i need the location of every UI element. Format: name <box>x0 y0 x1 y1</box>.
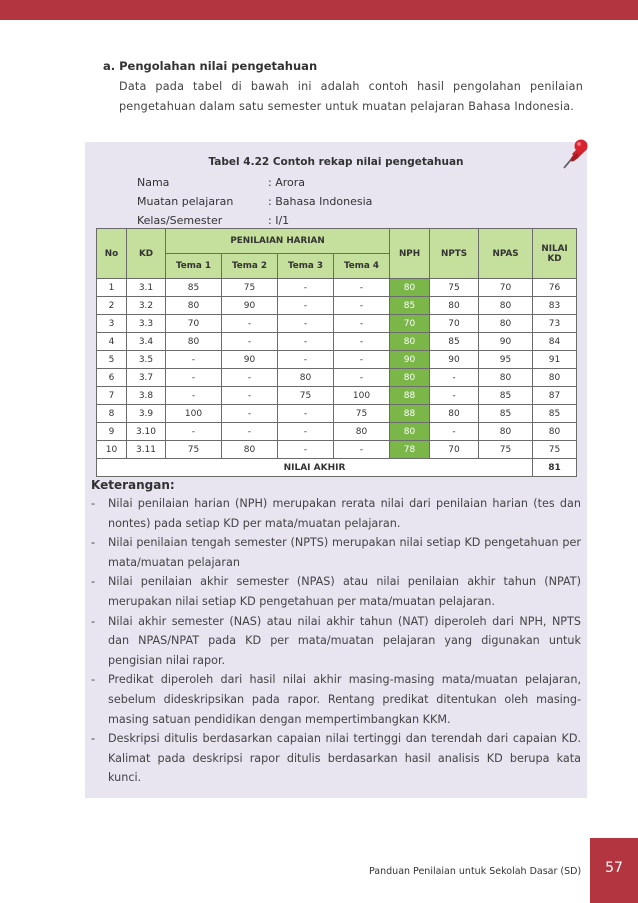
table-cell: 78 <box>390 441 430 459</box>
table-cell: 90 <box>390 351 430 369</box>
table-cell: 3 <box>97 315 127 333</box>
table-row <box>97 423 577 441</box>
table-cell: 70 <box>430 315 479 333</box>
table-cell: 8 <box>97 405 127 423</box>
table-cell: 3.10 <box>127 423 166 441</box>
table-cell: - <box>222 387 278 405</box>
table-cell: 80 <box>533 369 577 387</box>
header-tema-1: Tema 1 <box>166 254 222 279</box>
table-cell: - <box>334 315 390 333</box>
table-cell: 80 <box>390 279 430 297</box>
table-cell: - <box>222 423 278 441</box>
table-cell: - <box>334 351 390 369</box>
table-cell: 85 <box>390 297 430 315</box>
table-cell: 80 <box>390 369 430 387</box>
keterangan-text: Nilai akhir semester (NAS) atau nilai akhir tahun (NAT) diperoleh dari NPH, NPTS dan NPAS/NPAT pada KD per mata/muatan pelajaran yang digunakan untuk pengisian nilai rapor. <box>108 614 581 667</box>
table-row <box>97 297 577 315</box>
table-cell: 70 <box>390 315 430 333</box>
table-cell: 75 <box>222 279 278 297</box>
header-npas: NPAS <box>479 229 533 279</box>
table-cell: 80 <box>166 333 222 351</box>
table-cell: 84 <box>533 333 577 351</box>
header-nph: NPH <box>390 229 430 279</box>
table-cell: - <box>278 279 334 297</box>
table-cell: 80 <box>390 333 430 351</box>
keterangan-item <box>91 494 581 533</box>
table-cell: - <box>334 441 390 459</box>
table-cell: - <box>278 423 334 441</box>
keterangan-item <box>91 612 581 671</box>
table-cell: - <box>166 351 222 369</box>
bullet-dash: - <box>91 732 96 746</box>
table-cell: 75 <box>278 387 334 405</box>
table-cell: 80 <box>533 423 577 441</box>
top-banner <box>0 0 638 20</box>
table-cell: 95 <box>479 351 533 369</box>
table-cell: 75 <box>479 441 533 459</box>
header-kd: KD <box>127 229 166 279</box>
table-cell: - <box>166 369 222 387</box>
section-heading: a. Pengolahan nilai pengetahuan <box>103 59 318 73</box>
table-cell: 80 <box>430 297 479 315</box>
table-cell: 3.9 <box>127 405 166 423</box>
table-cell: - <box>430 423 479 441</box>
table-row <box>97 279 577 297</box>
header-tema-2: Tema 2 <box>222 254 278 279</box>
table-cell: 80 <box>430 405 479 423</box>
table-cell: - <box>430 387 479 405</box>
table-cell: 3.4 <box>127 333 166 351</box>
table-cell: 80 <box>390 423 430 441</box>
table-cell: 70 <box>430 441 479 459</box>
table-cell: 87 <box>533 387 577 405</box>
table-cell: 3.3 <box>127 315 166 333</box>
table-cell: 4 <box>97 333 127 351</box>
table-cell: - <box>278 315 334 333</box>
table-cell: - <box>334 297 390 315</box>
meta-value: : Bahasa Indonesia <box>268 195 373 208</box>
header-penilaian-harian: PENILAIAN HARIAN <box>166 229 390 254</box>
keterangan-item <box>91 670 581 729</box>
table-cell: 75 <box>334 405 390 423</box>
table-row <box>97 351 577 369</box>
table-cell: 9 <box>97 423 127 441</box>
header-nilai-kd: NILAI KD <box>533 229 577 279</box>
table-row <box>97 405 577 423</box>
meta-key: Nama <box>137 176 170 189</box>
table-cell: 76 <box>533 279 577 297</box>
table-cell: - <box>278 405 334 423</box>
section-pengolahan <box>103 59 583 117</box>
table-cell: 85 <box>479 405 533 423</box>
table-cell: 88 <box>390 405 430 423</box>
table-cell: 90 <box>430 351 479 369</box>
meta-key: Muatan pelajaran <box>137 195 234 208</box>
table-cell: 80 <box>479 297 533 315</box>
header-npts: NPTS <box>430 229 479 279</box>
bullet-dash: - <box>91 614 96 628</box>
table-row <box>97 387 577 405</box>
table-cell: 3.8 <box>127 387 166 405</box>
table-cell: - <box>430 369 479 387</box>
keterangan <box>91 478 581 788</box>
table-cell: 100 <box>166 405 222 423</box>
meta-muatan <box>137 195 372 208</box>
table-cell: - <box>278 351 334 369</box>
table-cell: 80 <box>278 369 334 387</box>
table-cell: - <box>222 315 278 333</box>
table-cell: 6 <box>97 369 127 387</box>
table-row <box>97 369 577 387</box>
final-label: NILAI AKHIR <box>97 459 533 477</box>
bullet-dash: - <box>91 536 96 550</box>
table-cell: 3.7 <box>127 369 166 387</box>
table-cell: 90 <box>479 333 533 351</box>
table-cell: 1 <box>97 279 127 297</box>
table-cell: 83 <box>533 297 577 315</box>
table-cell: 85 <box>533 405 577 423</box>
table-cell: 80 <box>479 423 533 441</box>
keterangan-list <box>91 494 581 788</box>
meta-value: : Arora <box>268 176 306 189</box>
final-value: 81 <box>533 459 577 477</box>
table-row <box>97 315 577 333</box>
table-cell: - <box>334 369 390 387</box>
table-cell: 91 <box>533 351 577 369</box>
table-cell: 70 <box>479 279 533 297</box>
rekap-table <box>96 228 577 477</box>
table-cell: - <box>222 333 278 351</box>
table-cell: 80 <box>479 369 533 387</box>
table-cell: 3.2 <box>127 297 166 315</box>
table-cell: 70 <box>166 315 222 333</box>
table-cell: - <box>222 369 278 387</box>
table-cell: 80 <box>222 441 278 459</box>
table-cell: 80 <box>334 423 390 441</box>
table-cell: - <box>334 333 390 351</box>
keterangan-text: Deskripsi ditulis berdasarkan capaian nilai tertinggi dan terendah dari capaian KD. Kalimat pada deskripsi rapor ditulis berdasarkan hasil analisis KD berupa kata kunci. <box>108 732 581 785</box>
table-cell: 3.11 <box>127 441 166 459</box>
table-cell: 5 <box>97 351 127 369</box>
table-cell: 75 <box>430 279 479 297</box>
table-cell: 85 <box>166 279 222 297</box>
keterangan-text: Nilai penilaian tengah semester (NPTS) merupakan nilai setiap KD pengetahuan per mata/muatan pelajaran <box>108 536 581 569</box>
table-cell: - <box>166 387 222 405</box>
table-cell: 90 <box>222 351 278 369</box>
table-row <box>97 441 577 459</box>
table-cell: 75 <box>166 441 222 459</box>
bullet-dash: - <box>91 575 96 589</box>
bullet-dash: - <box>91 673 96 687</box>
section-intro: Data pada tabel di bawah ini adalah contoh hasil pengolahan penilaian pengetahuan dalam satu semester untuk muatan pelajaran Bahasa Indonesia. <box>119 80 583 113</box>
table-cell: - <box>166 423 222 441</box>
table-cell: 2 <box>97 297 127 315</box>
page-number: 57 <box>590 838 638 903</box>
meta-kelas <box>137 214 289 227</box>
table-cell: - <box>278 297 334 315</box>
table-body <box>97 279 577 459</box>
footer-text: Panduan Penilaian untuk Sekolah Dasar (SD) <box>369 866 582 877</box>
table-cell: 3.5 <box>127 351 166 369</box>
bullet-dash: - <box>91 497 96 510</box>
keterangan-item <box>91 572 581 611</box>
header-tema-3: Tema 3 <box>278 254 334 279</box>
table-cell: 73 <box>533 315 577 333</box>
header-no: No <box>97 229 127 279</box>
table-cell: 85 <box>430 333 479 351</box>
final-row <box>97 459 577 477</box>
keterangan-text: Predikat diperoleh dari hasil nilai akhir masing-masing mata/muatan pelajaran, sebelum dideskripsikan pada rapor. Rentang predikat ditentukan oleh masing-masing satuan pendidikan dengan mempertimbangkan KKM. <box>108 673 581 726</box>
table-cell: - <box>278 441 334 459</box>
table-cell: - <box>278 333 334 351</box>
keterangan-text: Nilai penilaian akhir semester (NPAS) atau nilai penilaian akhir tahun (NPAT) merupakan nilai setiap KD pengetahuan per mata/muatan pelajaran. <box>108 575 581 608</box>
table-cell: 85 <box>479 387 533 405</box>
table-cell: - <box>334 279 390 297</box>
keterangan-title: Keterangan: <box>91 478 175 492</box>
table-cell: 88 <box>390 387 430 405</box>
keterangan-text: Nilai penilaian harian (NPH) merupakan rerata nilai dari penilaian harian (tes dan nontes) pada setiap KD per mata/muatan pelajaran. <box>108 497 581 530</box>
table-cell: 80 <box>479 315 533 333</box>
meta-nama <box>137 176 305 189</box>
keterangan-item <box>91 729 581 788</box>
keterangan-item <box>91 533 581 572</box>
table-cell: 100 <box>334 387 390 405</box>
meta-key: Kelas/Semester <box>137 214 223 227</box>
table-cell: 10 <box>97 441 127 459</box>
meta-value: : I/1 <box>268 214 290 227</box>
table-cell: - <box>222 405 278 423</box>
table-cell: 7 <box>97 387 127 405</box>
table-cell: 90 <box>222 297 278 315</box>
table-row <box>97 333 577 351</box>
table-cell: 3.1 <box>127 279 166 297</box>
table-cell: 80 <box>166 297 222 315</box>
table-cell: 75 <box>533 441 577 459</box>
table-title: Tabel 4.22 Contoh rekap nilai pengetahuan <box>208 156 464 168</box>
header-tema-4: Tema 4 <box>334 254 390 279</box>
